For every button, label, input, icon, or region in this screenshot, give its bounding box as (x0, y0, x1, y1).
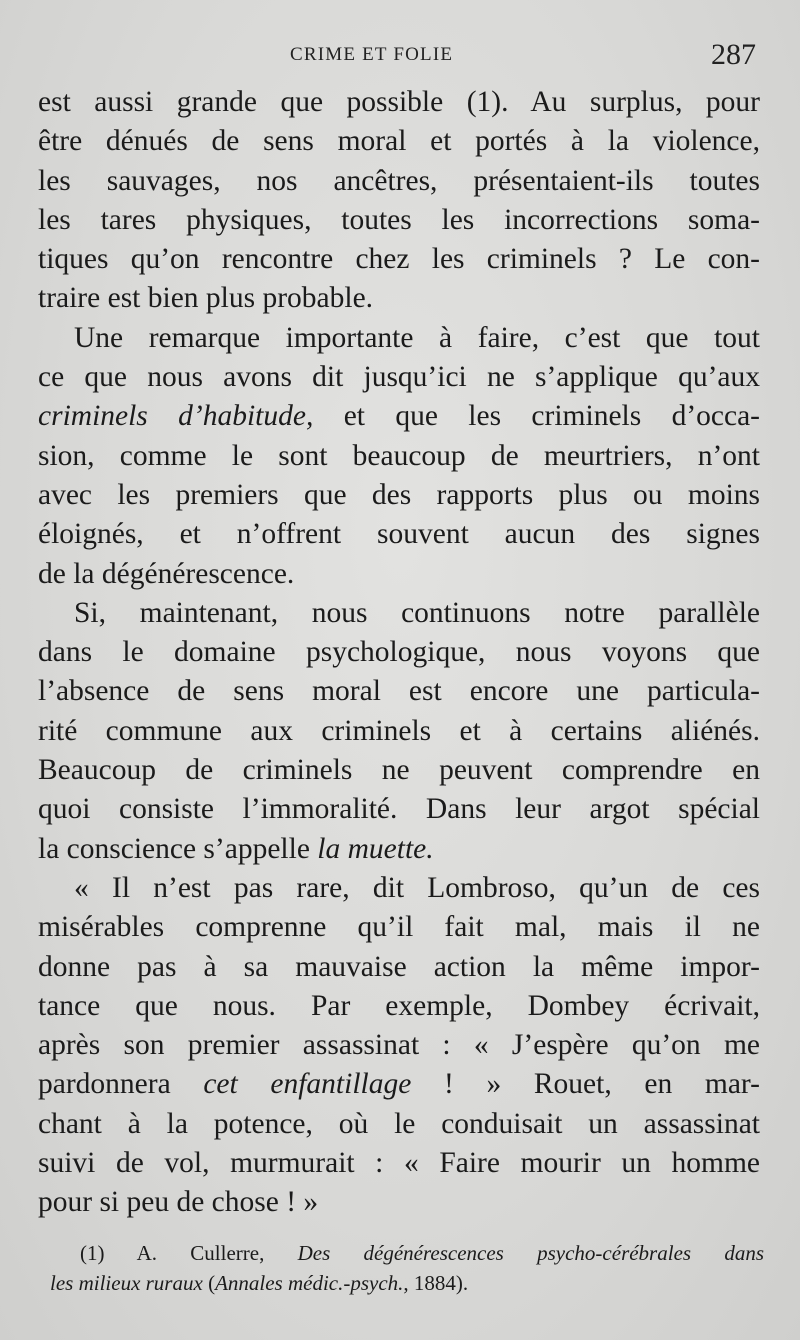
running-title: CRIME ET FOLIE (290, 44, 454, 65)
text-line: traire est bien plus probable. (38, 282, 374, 315)
italic-phrase: les milieux ruraux (50, 1271, 203, 1295)
text-run: ! » Rouet, en mar- (411, 1068, 760, 1101)
text-line: ce que nous avons dit jusqu’ici ne s’applique qu’aux (38, 361, 760, 394)
italic-phrase: Annales médic.-psych. (215, 1271, 404, 1295)
text-run: la conscience s’appelle (38, 832, 318, 865)
italic-phrase: cet enfantillage (203, 1068, 412, 1101)
text-line: sion, comme le sont beaucoup de meurtriers, n’ont (38, 439, 760, 472)
italic-phrase: la muette. (317, 832, 434, 865)
text-line: tiques qu’on rencontre chez les criminels ? Le con- (38, 243, 760, 276)
body-text (38, 83, 760, 1223)
paragraph-start-line: Une remarque importante à faire, c’est que tout (74, 321, 760, 354)
text-run: et que les criminels d’occa- (313, 400, 760, 433)
text-line: quoi consiste l’immoralité. Dans leur argot spécial (38, 793, 760, 826)
text-line: avec les premiers que des rapports plus ou moins (38, 478, 760, 511)
text-line: de la dégénérescence. (38, 557, 295, 590)
text-line: après son premier assassinat : « J’espère qu’on me (38, 1029, 760, 1062)
text-line: donne pas à sa mauvaise action la même impor- (38, 950, 760, 983)
text-line: chant à la potence, où le conduisait un assassinat (38, 1107, 760, 1140)
italic-phrase: criminels d’habitude, (38, 400, 314, 433)
text-line: dans le domaine psychologique, nous voyons que (38, 636, 760, 669)
text-run: ( (202, 1271, 216, 1295)
page-header (0, 38, 800, 78)
text-line (38, 830, 760, 869)
text-line: misérables comprenne qu’il fait mal, mais il ne (38, 911, 760, 944)
text-run: pardonnera (38, 1068, 204, 1101)
text-run: (1) A. Cullerre, (80, 1241, 298, 1265)
text-line: éloignés, et n’offrent souvent aucun des signes (38, 518, 760, 551)
text-line: les sauvages, nos ancêtres, présentaient-ils toutes (38, 164, 760, 197)
text-line: Beaucoup de criminels ne peuvent comprendre en (38, 754, 760, 787)
paragraph-start-line: « Il n’est pas rare, dit Lombroso, qu’un de ces (74, 871, 760, 904)
footnote-line (50, 1238, 764, 1268)
text-line: pour si peu de chose ! » (38, 1186, 319, 1219)
text-line: rité commune aux criminels et à certains aliénés. (38, 714, 760, 747)
italic-phrase: Des dégénérescences psycho-cérébrales dans (297, 1241, 764, 1265)
text-line: tance que nous. Par exemple, Dombey écrivait, (38, 989, 760, 1022)
text-line: suivi de vol, murmurait : « Faire mourir un homme (38, 1147, 760, 1180)
text-run: , 1884). (403, 1271, 469, 1295)
text-line (38, 1065, 760, 1104)
footnote (50, 1238, 764, 1298)
text-line: être dénués de sens moral et portés à la violence, (38, 125, 760, 158)
paragraph-start-line: Si, maintenant, nous continuons notre parallèle (74, 596, 760, 629)
text-line (38, 397, 760, 436)
page-number: 287 (711, 38, 756, 71)
footnote-line (50, 1268, 764, 1298)
text-line: les tares physiques, toutes les incorrections soma- (38, 203, 760, 236)
text-line: l’absence de sens moral est encore une particula- (38, 675, 760, 708)
text-line: est aussi grande que possible (1). Au surplus, pour (38, 86, 760, 118)
